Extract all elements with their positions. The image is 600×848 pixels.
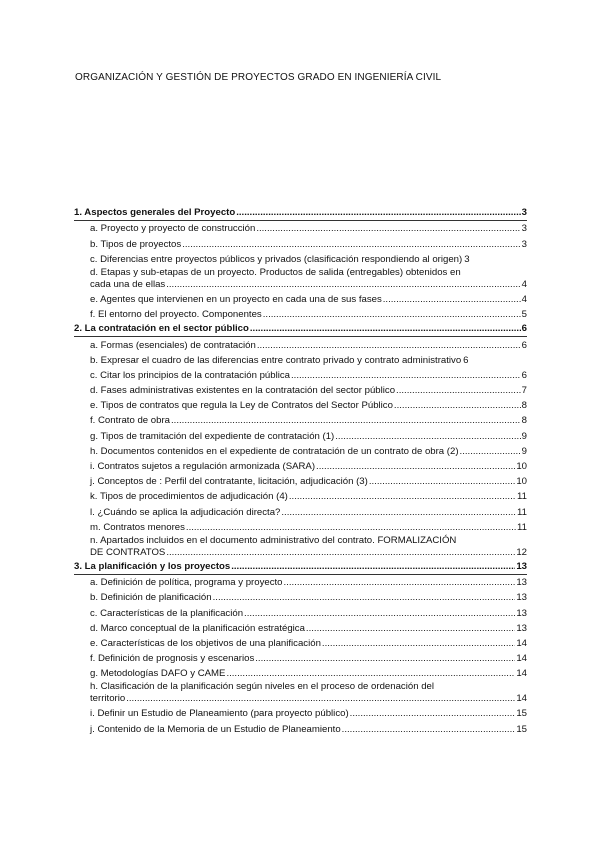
toc-entry-title: b. Tipos de proyectos xyxy=(90,238,182,250)
toc-dot-leader xyxy=(396,385,521,397)
toc-entry-title: e. Tipos de contratos que regula la Ley de Contratos del Sector Público xyxy=(90,400,393,412)
toc-subsection-entry[interactable] xyxy=(74,504,527,519)
toc-dot-leader xyxy=(291,370,521,382)
toc-entry-page: 4 xyxy=(521,293,527,305)
toc-subsection-entry[interactable] xyxy=(74,236,527,251)
toc-dot-leader xyxy=(171,415,521,427)
toc-entry-title: n. Apartados incluidos en el documento administrativo del contrato. FORMALIZACIÓN xyxy=(90,534,457,546)
toc-entry-page: 9 xyxy=(521,445,527,457)
toc-entry-title: a. Proyecto y proyecto de construcción xyxy=(90,223,256,235)
toc-dot-leader xyxy=(236,207,520,219)
toc-dot-leader xyxy=(250,323,521,335)
toc-dot-leader xyxy=(182,239,520,251)
toc-entry-title: l. ¿Cuándo se aplica la adjudicación directa? xyxy=(90,506,281,518)
toc-entry-title: d. Etapas y sub-etapas de un proyecto. Productos de salida (entregables) obtenidos en xyxy=(90,266,461,278)
toc-dot-leader xyxy=(322,638,515,650)
toc-entry-page: 3 xyxy=(521,223,527,235)
toc-dot-leader xyxy=(369,476,515,488)
toc-section-entry[interactable] xyxy=(74,322,527,337)
toc-entry-page: 5 xyxy=(521,309,527,321)
toc-subsection-entry[interactable] xyxy=(74,520,527,535)
table-of-contents xyxy=(74,206,527,737)
toc-entry-page: 6 xyxy=(521,369,527,381)
toc-entry-title: b. Definición de planificación xyxy=(90,592,212,604)
toc-entry-title: j. Contenido de la Memoria de un Estudio de Planeamiento xyxy=(90,723,341,735)
toc-dot-leader xyxy=(166,279,520,291)
toc-entry-page: 9 xyxy=(521,430,527,442)
toc-subsection-entry[interactable] xyxy=(74,428,527,443)
toc-entry-page: 6 xyxy=(463,354,469,366)
toc-entry-page: 14 xyxy=(516,653,527,665)
toc-entry-page: 3 xyxy=(464,253,470,265)
toc-subsection-entry[interactable] xyxy=(74,221,527,236)
toc-subsection-entry[interactable] xyxy=(74,353,527,368)
toc-dot-leader xyxy=(255,653,515,665)
toc-subsection-entry[interactable] xyxy=(74,489,527,504)
toc-subsection-entry[interactable] xyxy=(74,706,527,721)
toc-entry-title-continued: territorio xyxy=(90,693,126,705)
toc-entry-title: f. Definición de prognosis y escenarios xyxy=(90,653,255,665)
toc-dot-leader xyxy=(350,708,516,720)
toc-subsection-entry[interactable] xyxy=(74,636,527,651)
toc-subsection-entry[interactable] xyxy=(74,337,527,352)
toc-dot-leader xyxy=(316,461,515,473)
toc-entry-page: 3 xyxy=(521,207,527,219)
toc-dot-leader xyxy=(383,294,521,306)
toc-entry-page: 12 xyxy=(516,546,527,558)
toc-entry-title: 1. Aspectos generales del Proyecto xyxy=(74,207,236,219)
toc-dot-leader xyxy=(231,561,515,573)
toc-section-entry[interactable] xyxy=(74,206,527,221)
toc-entry-page: 11 xyxy=(517,506,527,518)
toc-entry-title: c. Citar los principios de la contratación pública xyxy=(90,369,290,381)
toc-entry-title: g. Metodologías DAFO y CAME xyxy=(90,668,226,680)
toc-entry-page: 13 xyxy=(516,622,527,634)
toc-entry-page: 10 xyxy=(516,461,527,472)
toc-dot-leader xyxy=(186,522,516,534)
toc-dot-leader xyxy=(126,693,515,705)
toc-dot-leader xyxy=(213,592,516,604)
document-header: ORGANIZACIÓN Y GESTIÓN DE PROYECTOS GRADO EN INGENIERÍA CIVIL xyxy=(75,72,442,83)
toc-entry-page: 14 xyxy=(516,668,527,680)
toc-dot-leader xyxy=(226,668,515,680)
toc-entry-title-continued: cada una de ellas xyxy=(90,278,166,290)
toc-subsection-entry[interactable] xyxy=(74,681,527,706)
toc-dot-leader xyxy=(335,431,520,443)
toc-entry-title: k. Tipos de procedimientos de adjudicación (4) xyxy=(90,491,288,503)
toc-entry-page: 13 xyxy=(516,592,527,604)
toc-entry-title: h. Documentos contenidos en el expediente de contratación de un contrato de obra (2) xyxy=(90,445,459,457)
toc-subsection-entry[interactable] xyxy=(74,535,527,560)
toc-entry-title: f. El entorno del proyecto. Componentes xyxy=(90,309,262,321)
toc-entry-title: i. Definir un Estudio de Planeamiento (para proyecto público) xyxy=(90,708,349,720)
toc-entry-page: 6 xyxy=(521,323,527,335)
toc-subsection-entry[interactable] xyxy=(74,621,527,636)
toc-subsection-entry[interactable] xyxy=(74,651,527,666)
toc-dot-leader xyxy=(394,400,521,412)
toc-entry-title: 3. La planificación y los proyectos xyxy=(74,560,231,572)
toc-subsection-entry[interactable] xyxy=(74,307,527,322)
toc-subsection-entry[interactable] xyxy=(74,398,527,413)
toc-entry-page: 7 xyxy=(521,385,527,397)
toc-dot-leader xyxy=(342,724,516,736)
toc-entry-title: d. Fases administrativas existentes en la contratación del sector público xyxy=(90,385,396,397)
toc-subsection-entry[interactable] xyxy=(74,413,527,428)
toc-subsection-entry[interactable] xyxy=(74,368,527,383)
toc-entry-page: 8 xyxy=(521,400,527,412)
toc-entry-title: d. Marco conceptual de la planificación estratégica xyxy=(90,622,305,634)
toc-subsection-entry[interactable] xyxy=(74,292,527,307)
toc-subsection-entry[interactable] xyxy=(74,721,527,736)
toc-entry-page: 13 xyxy=(516,577,527,589)
toc-entry-page: 15 xyxy=(516,708,527,720)
toc-subsection-entry[interactable] xyxy=(74,474,527,489)
toc-subsection-entry[interactable] xyxy=(74,459,527,474)
toc-subsection-entry[interactable] xyxy=(74,575,527,590)
toc-entry-title: 2. La contratación en el sector público xyxy=(74,323,249,335)
toc-entry-page: 14 xyxy=(516,637,527,649)
toc-entry-page: 11 xyxy=(517,521,527,533)
toc-entry-page: 13 xyxy=(516,560,527,572)
toc-section-entry[interactable] xyxy=(74,560,527,575)
toc-entry-page: 4 xyxy=(521,278,527,290)
toc-dot-leader xyxy=(284,577,516,589)
toc-entry-page: 13 xyxy=(516,607,527,619)
toc-subsection-entry[interactable] xyxy=(74,605,527,620)
toc-subsection-entry[interactable] xyxy=(74,666,527,681)
toc-entry-page: 8 xyxy=(521,415,527,427)
toc-entry-title: i. Contratos sujetos a regulación armonizada (SARA) xyxy=(90,461,316,472)
toc-dot-leader xyxy=(281,507,516,519)
toc-entry-title: j. Conceptos de : Perfil del contratante, licitación, adjudicación (3) xyxy=(90,476,368,488)
toc-subsection-entry[interactable] xyxy=(74,590,527,605)
toc-entry-page: 11 xyxy=(517,491,527,503)
toc-entry-title: e. Características de los objetivos de una planificación xyxy=(90,637,321,649)
toc-dot-leader xyxy=(289,491,516,503)
toc-subsection-entry[interactable] xyxy=(74,252,527,267)
toc-entry-title: b. Expresar el cuadro de las diferencias entre contrato privado y contrato administrativo xyxy=(90,354,462,366)
toc-entry-title: c. Características de la planificación xyxy=(90,607,244,619)
toc-dot-leader xyxy=(263,309,521,321)
toc-dot-leader xyxy=(306,623,515,635)
toc-entry-title: h. Clasificación de la planificación según niveles en el proceso de ordenación del xyxy=(90,681,434,693)
toc-entry-title: f. Contrato de obra xyxy=(90,415,170,427)
toc-subsection-entry[interactable] xyxy=(74,383,527,398)
toc-entry-title: c. Diferencias entre proyectos públicos y privados (clasificación respondiendo al origen) xyxy=(90,253,463,265)
toc-entry-page: 14 xyxy=(516,693,527,705)
toc-dot-leader xyxy=(257,340,521,352)
toc-entry-page: 15 xyxy=(516,723,527,735)
toc-dot-leader xyxy=(460,446,521,458)
toc-entry-title-continued: DE CONTRATOS xyxy=(90,546,166,558)
toc-dot-leader xyxy=(244,608,515,620)
toc-entry-title: m. Contratos menores xyxy=(90,521,185,533)
toc-subsection-entry[interactable] xyxy=(74,444,527,459)
toc-entry-title: a. Formas (esenciales) de contratación xyxy=(90,339,256,351)
toc-entry-page: 6 xyxy=(521,339,527,351)
toc-entry-title: a. Definición de política, programa y proyecto xyxy=(90,577,283,589)
toc-dot-leader xyxy=(256,223,520,235)
toc-subsection-entry[interactable] xyxy=(74,267,527,292)
toc-entry-title: e. Agentes que intervienen en un proyecto en cada una de sus fases xyxy=(90,293,382,305)
toc-entry-page: 10 xyxy=(516,476,527,488)
toc-entry-title: g. Tipos de tramitación del expediente de contratación (1) xyxy=(90,430,335,442)
toc-dot-leader xyxy=(166,547,515,559)
toc-entry-page: 3 xyxy=(521,238,527,250)
